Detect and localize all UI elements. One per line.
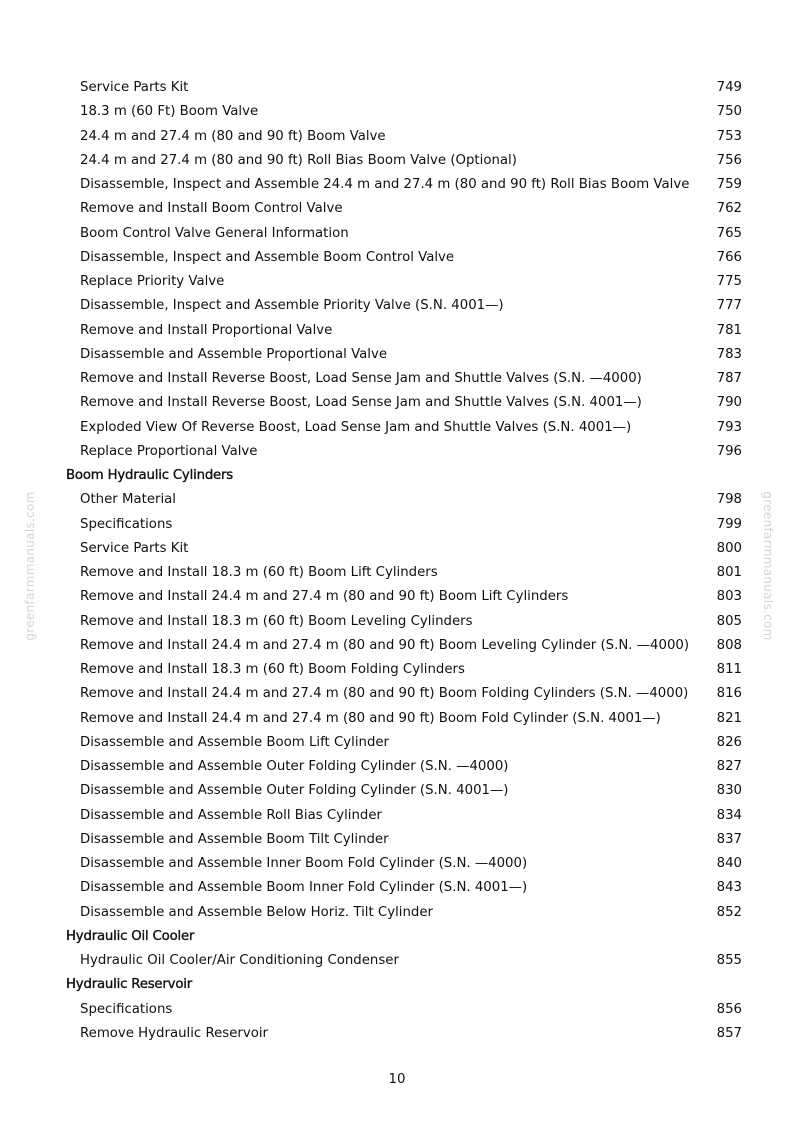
toc-entry[interactable] (0, 125, 794, 149)
toc-entry[interactable] (0, 998, 794, 1022)
toc-entry[interactable] (0, 779, 794, 803)
toc-entry-page[interactable]: 766 (716, 249, 742, 265)
toc-entry-page[interactable]: 777 (716, 298, 742, 314)
toc-entry-page[interactable]: 821 (716, 710, 742, 726)
toc-entry-title[interactable]: Disassemble and Assemble Outer Folding Cylinder (S.N. 4001—) (80, 783, 509, 799)
toc-entry-title[interactable]: Remove and Install 24.4 m and 27.4 m (80 and 90 ft) Boom Leveling Cylinder (S.N. —4000) (80, 637, 690, 653)
toc-heading-title: Hydraulic Oil Cooler (66, 928, 195, 944)
toc-entry[interactable] (0, 76, 794, 100)
toc-entry[interactable] (0, 149, 794, 173)
toc-entry-page[interactable]: 775 (716, 274, 742, 289)
toc-entry-page[interactable]: 750 (716, 104, 742, 120)
toc-entry[interactable] (0, 610, 794, 634)
toc-entry-title[interactable]: Disassemble and Assemble Proportional Valve (80, 346, 388, 362)
toc-entry-page[interactable]: 790 (716, 395, 742, 411)
toc-entry-page[interactable]: 816 (716, 686, 742, 702)
toc-entry-title[interactable]: Boom Control Valve General Information (80, 225, 349, 241)
toc-entry-page[interactable]: 840 (716, 856, 742, 871)
toc-entry[interactable] (0, 100, 794, 124)
toc-entry-page[interactable]: 803 (716, 589, 742, 605)
toc-entry-title[interactable]: Disassemble and Assemble Roll Bias Cylinder (80, 807, 382, 823)
toc-entry[interactable] (0, 270, 794, 294)
toc-entry-title[interactable]: 24.4 m and 27.4 m (80 and 90 ft) Roll Bias Boom Valve (Optional) (80, 152, 517, 168)
toc-entry-title[interactable]: Disassemble and Assemble Below Horiz. Tilt Cylinder (80, 904, 433, 920)
toc-entry[interactable] (0, 682, 794, 706)
toc-entry-page[interactable]: 808 (716, 637, 742, 653)
toc-entry[interactable] (0, 440, 794, 464)
toc-entry-page[interactable]: 826 (716, 734, 742, 750)
toc-entry-page[interactable]: 781 (716, 322, 742, 338)
toc-entry-page[interactable]: 852 (716, 904, 742, 920)
toc-entry-page[interactable]: 857 (716, 1025, 742, 1041)
toc-entry[interactable] (0, 294, 794, 318)
toc-entry-page[interactable]: 834 (716, 807, 742, 823)
toc-entry[interactable] (0, 173, 794, 197)
toc-entry[interactable] (0, 634, 794, 658)
toc-entry-page[interactable]: 856 (716, 1001, 742, 1017)
toc-entry[interactable] (0, 197, 794, 221)
toc-entry-title[interactable]: Exploded View Of Reverse Boost, Load Sense Jam and Shuttle Valves (S.N. 4001—) (80, 419, 632, 435)
table-of-contents (0, 76, 794, 1046)
toc-entry-title[interactable]: Remove and Install Boom Control Valve (80, 201, 343, 217)
toc-entry[interactable] (0, 488, 794, 512)
toc-entry-page[interactable]: 801 (716, 565, 742, 580)
toc-entry[interactable] (0, 828, 794, 852)
toc-entry-title[interactable]: Remove and Install 24.4 m and 27.4 m (80 and 90 ft) Boom Folding Cylinders (S.N. —4000) (80, 686, 689, 702)
toc-entry[interactable] (0, 901, 794, 925)
toc-entry-title[interactable]: Remove Hydraulic Reservoir (80, 1025, 269, 1041)
toc-entry[interactable] (0, 416, 794, 440)
toc-entry-title[interactable]: Remove and Install 18.3 m (60 ft) Boom Leveling Cylinders (80, 613, 473, 629)
toc-entry[interactable] (0, 537, 794, 561)
toc-entry-page[interactable]: 811 (716, 662, 742, 677)
toc-entry-page[interactable]: 793 (716, 419, 742, 435)
toc-entry[interactable] (0, 319, 794, 343)
toc-entry[interactable] (0, 246, 794, 270)
toc-entry-title[interactable]: Remove and Install Proportional Valve (80, 322, 333, 338)
toc-entry-title[interactable]: Specifications (80, 516, 173, 532)
toc-entry[interactable] (0, 222, 794, 246)
toc-entry-title[interactable]: Disassemble, Inspect and Assemble Priority Valve (S.N. 4001—) (80, 298, 504, 314)
toc-heading-title: Boom Hydraulic Cylinders (66, 468, 234, 483)
toc-entry[interactable] (0, 707, 794, 731)
toc-entry-title[interactable]: Disassemble, Inspect and Assemble 24.4 m and 27.4 m (80 and 90 ft) Roll Bias Boom Valve (80, 177, 690, 192)
toc-entry-title[interactable]: Service Parts Kit (80, 80, 189, 95)
toc-entry-title[interactable]: Remove and Install 24.4 m and 27.4 m (80 and 90 ft) Boom Fold Cylinder (S.N. 4001—) (80, 710, 661, 726)
toc-entry-title[interactable]: Disassemble and Assemble Inner Boom Fold Cylinder (S.N. —4000) (80, 856, 528, 871)
toc-entry-title[interactable]: Disassemble and Assemble Boom Inner Fold Cylinder (S.N. 4001—) (80, 880, 528, 896)
toc-entry-title[interactable]: Remove and Install Reverse Boost, Load Sense Jam and Shuttle Valves (S.N. —4000) (80, 371, 642, 386)
toc-entry-page[interactable]: 837 (716, 831, 742, 847)
toc-entry-title[interactable]: Remove and Install 18.3 m (60 ft) Boom Lift Cylinders (80, 565, 438, 580)
toc-entry-title[interactable]: Service Parts Kit (80, 540, 189, 556)
toc-entry[interactable] (0, 949, 794, 973)
toc-entry-page[interactable]: 800 (716, 540, 742, 556)
toc-entry-title[interactable]: Remove and Install Reverse Boost, Load Sense Jam and Shuttle Valves (S.N. 4001—) (80, 395, 642, 411)
toc-entry-page[interactable]: 762 (716, 201, 742, 217)
toc-entry-page[interactable]: 749 (716, 80, 742, 95)
toc-section-heading (0, 973, 794, 997)
toc-section-heading (0, 464, 794, 488)
toc-entry-page[interactable]: 759 (716, 177, 742, 192)
toc-entry[interactable] (0, 804, 794, 828)
toc-entry-title[interactable]: Replace Priority Valve (80, 274, 225, 289)
toc-entry-title[interactable]: 18.3 m (60 Ft) Boom Valve (80, 104, 259, 120)
toc-entry-page[interactable]: 787 (716, 371, 742, 386)
toc-entry-page[interactable]: 798 (716, 492, 742, 508)
toc-heading-title: Hydraulic Reservoir (66, 977, 193, 993)
toc-entry-page[interactable]: 765 (716, 225, 742, 241)
toc-entry[interactable] (0, 367, 794, 391)
toc-entry-title[interactable]: Remove and Install 18.3 m (60 ft) Boom Folding Cylinders (80, 662, 465, 677)
toc-entry-page[interactable]: 805 (716, 613, 742, 629)
page-number: 10 (388, 1072, 406, 1087)
toc-entry-page[interactable]: 843 (716, 880, 742, 896)
toc-entry[interactable] (0, 1022, 794, 1046)
toc-entry-page[interactable]: 830 (716, 783, 742, 799)
toc-entry[interactable] (0, 343, 794, 367)
toc-entry-title[interactable]: Disassemble and Assemble Boom Tilt Cylinder (80, 831, 389, 847)
watermark-left: greenfarmmanuals.com (23, 491, 37, 641)
toc-section-heading (0, 925, 794, 949)
toc-entry[interactable] (0, 585, 794, 609)
toc-entry-title[interactable]: 24.4 m and 27.4 m (80 and 90 ft) Boom Valve (80, 128, 386, 144)
toc-entry[interactable] (0, 658, 794, 682)
toc-entry[interactable] (0, 755, 794, 779)
toc-entry[interactable] (0, 852, 794, 876)
toc-entry-title[interactable]: Disassemble, Inspect and Assemble Boom Control Valve (80, 249, 455, 265)
toc-entry-title[interactable]: Other Material (80, 492, 176, 508)
toc-entry-title[interactable]: Disassemble and Assemble Boom Lift Cylinder (80, 734, 390, 750)
toc-entry-title[interactable]: Replace Proportional Valve (80, 443, 258, 459)
toc-entry[interactable] (0, 731, 794, 755)
watermark-right: greenfarmmanuals.com (761, 491, 775, 641)
toc-entry-page[interactable]: 799 (716, 516, 742, 532)
toc-entry[interactable] (0, 513, 794, 537)
toc-entry-page[interactable]: 796 (716, 443, 742, 459)
toc-entry[interactable] (0, 876, 794, 900)
toc-entry-page[interactable]: 753 (716, 128, 742, 144)
toc-entry[interactable] (0, 561, 794, 585)
toc-entry-title[interactable]: Remove and Install 24.4 m and 27.4 m (80 and 90 ft) Boom Lift Cylinders (80, 589, 569, 605)
toc-entry-title[interactable]: Specifications (80, 1001, 173, 1017)
toc-entry-page[interactable]: 783 (716, 346, 742, 362)
toc-entry-page[interactable]: 756 (716, 152, 742, 168)
toc-entry-title[interactable]: Disassemble and Assemble Outer Folding Cylinder (S.N. —4000) (80, 759, 509, 774)
toc-entry-page[interactable]: 827 (716, 759, 742, 774)
toc-entry-title[interactable]: Hydraulic Oil Cooler/Air Conditioning Condenser (80, 953, 399, 968)
toc-entry-page[interactable]: 855 (716, 953, 742, 968)
toc-entry[interactable] (0, 391, 794, 415)
